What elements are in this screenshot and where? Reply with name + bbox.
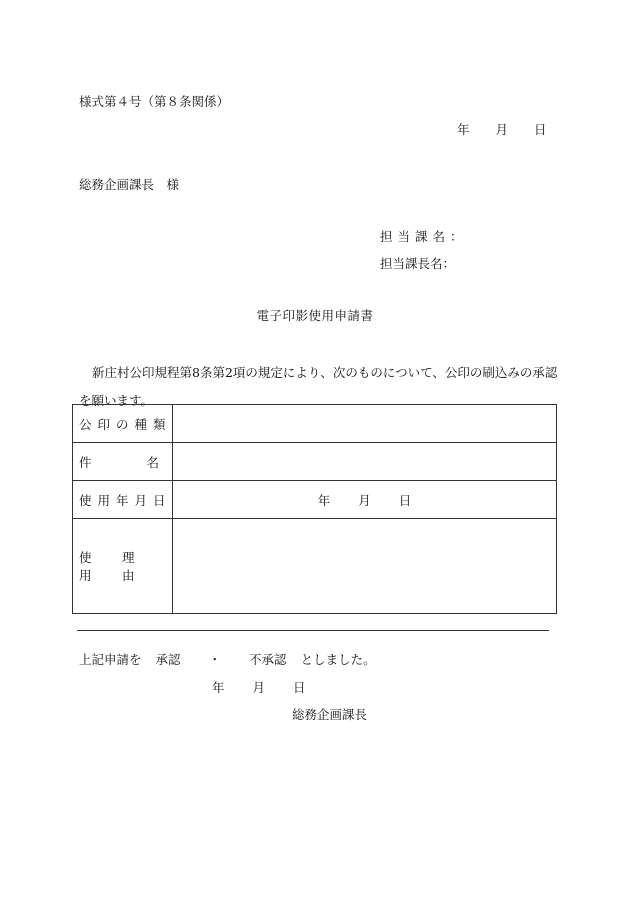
subject-label-right: 名 bbox=[146, 454, 166, 470]
usage-date-month: 月 bbox=[358, 492, 371, 508]
usage-reason-label-right: 理 由 bbox=[122, 550, 166, 583]
decision-date bbox=[212, 680, 306, 696]
usage-date-day: 日 bbox=[398, 492, 412, 508]
decision-date-year: 年 bbox=[212, 680, 225, 695]
subject-label bbox=[73, 443, 173, 481]
usage-reason-label-left: 使 用 bbox=[79, 550, 123, 583]
intro-paragraph: 新庄村公印規程第8条第2項の規定により、次のものについて、公印の刷込みの承認を願います。 bbox=[79, 365, 558, 408]
applicant-chief-label: 担当課長名： bbox=[380, 256, 456, 271]
date-month-label: 月 bbox=[495, 122, 509, 137]
form-number: 様式第４号（第８条関係） bbox=[79, 94, 230, 109]
decision-signer: 総務企画課長 bbox=[292, 707, 368, 722]
application-table bbox=[72, 404, 557, 614]
subject-label-left: 件 bbox=[79, 454, 98, 470]
applicant-dept-label: 担当課名： bbox=[380, 229, 468, 244]
usage-date-year: 年 bbox=[317, 492, 331, 508]
decision-statement bbox=[79, 652, 376, 668]
usage-date-field[interactable] bbox=[173, 481, 557, 519]
subject-field[interactable] bbox=[173, 443, 557, 481]
decision-suffix: としました。 bbox=[300, 652, 376, 667]
table-row bbox=[73, 481, 557, 519]
usage-reason-label bbox=[73, 519, 173, 614]
section-divider bbox=[77, 630, 549, 631]
applicant-section bbox=[380, 229, 468, 283]
reject-option[interactable]: 不承認 bbox=[249, 652, 287, 667]
decision-separator: ・ bbox=[208, 652, 222, 667]
date-year-label: 年 bbox=[457, 122, 470, 137]
decision-prefix: 上記申請を bbox=[79, 652, 142, 667]
application-date bbox=[457, 122, 547, 138]
usage-reason-field[interactable] bbox=[173, 519, 557, 614]
table-row bbox=[73, 443, 557, 481]
seal-type-label: 公印の種類 bbox=[73, 405, 173, 443]
seal-type-field[interactable] bbox=[173, 405, 557, 443]
document-title: 電子印影使用申請書 bbox=[256, 308, 374, 323]
table-row bbox=[73, 405, 557, 443]
usage-date-label: 使用年月日 bbox=[73, 481, 173, 519]
table-row bbox=[73, 519, 557, 614]
date-day-label: 日 bbox=[534, 122, 547, 137]
addressee: 総務企画課長 様 bbox=[79, 177, 180, 192]
approve-option[interactable]: 承認 bbox=[155, 652, 181, 667]
decision-date-day: 日 bbox=[293, 680, 306, 695]
decision-date-month: 月 bbox=[252, 680, 266, 695]
